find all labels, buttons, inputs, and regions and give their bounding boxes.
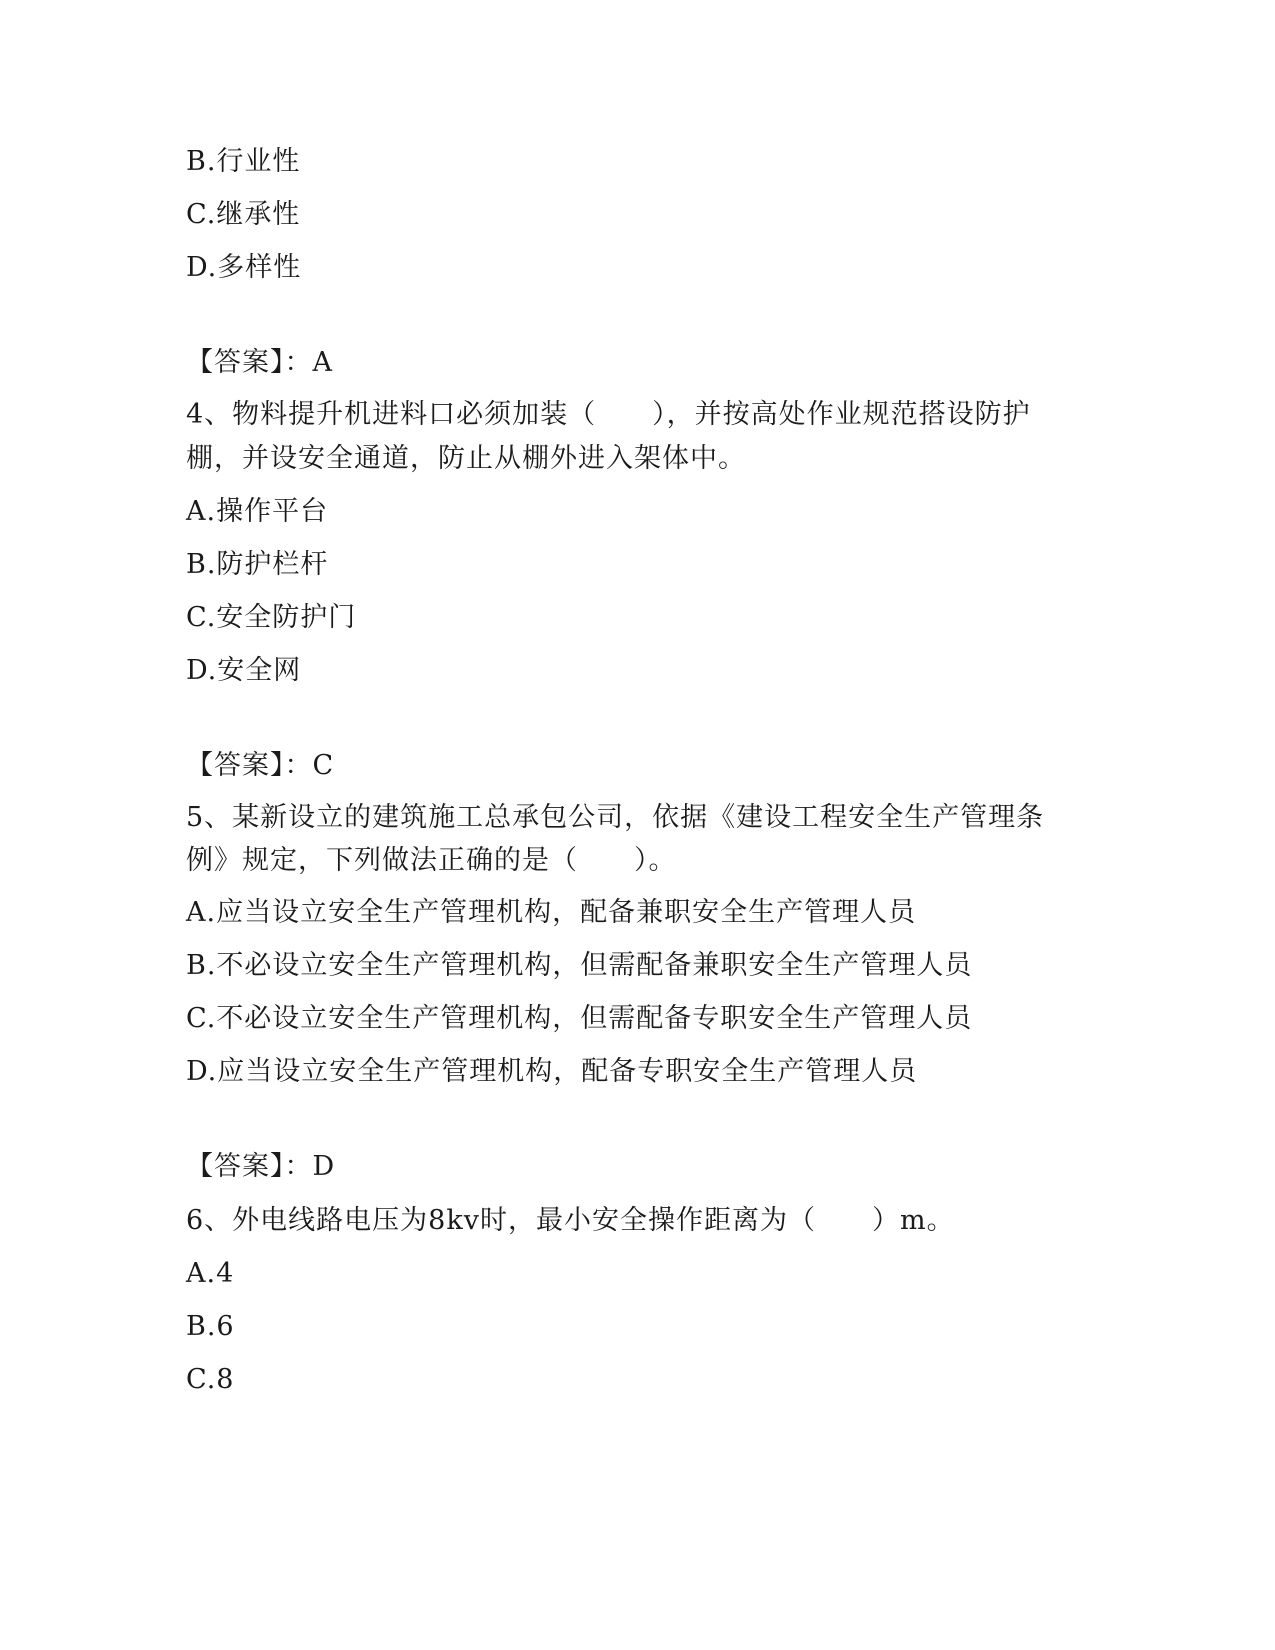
q5-answer: 【答案】：D (186, 1151, 336, 1182)
q5-stem-line2: 例》规定，下列做法正确的是（ ）。 (186, 845, 677, 876)
q6-option-b: B.6 (186, 1311, 235, 1342)
q5-option-b: B.不必设立安全生产管理机构，但需配备兼职安全生产管理人员 (186, 950, 973, 981)
q4-answer: 【答案】：C (186, 750, 335, 781)
q5-option-d: D.应当设立安全生产管理机构，配备专职安全生产管理人员 (186, 1056, 918, 1087)
q5-stem-line1: 5、某新设立的建筑施工总承包公司，依据《建设工程安全生产管理条 (186, 802, 1045, 833)
q4-option-d: D.安全网 (186, 655, 302, 686)
q4-stem-line2: 棚，并设安全通道，防止从棚外进入架体中。 (186, 443, 746, 474)
q4-option-b: B.防护栏杆 (186, 549, 329, 580)
q5-option-a: A.应当设立安全生产管理机构，配备兼职安全生产管理人员 (186, 897, 917, 928)
q4-option-a: A.操作平台 (186, 496, 329, 527)
q6-option-c: C.8 (186, 1364, 235, 1395)
q3-option-d: D.多样性 (186, 252, 302, 283)
q3-option-b: B.行业性 (186, 146, 301, 177)
q6-option-a: A.4 (186, 1258, 235, 1289)
q3-answer: 【答案】：A (186, 347, 333, 378)
q4-stem-line1: 4、物料提升机进料口必须加装（ ），并按高处作业规范搭设防护 (186, 399, 1031, 430)
q6-stem-line1: 6、外电线路电压为8kv时，最小安全操作距离为（ ）m。 (186, 1205, 955, 1236)
q3-option-c: C.继承性 (186, 199, 301, 230)
q4-option-c: C.安全防护门 (186, 602, 357, 633)
q5-option-c: C.不必设立安全生产管理机构，但需配备专职安全生产管理人员 (186, 1003, 973, 1034)
